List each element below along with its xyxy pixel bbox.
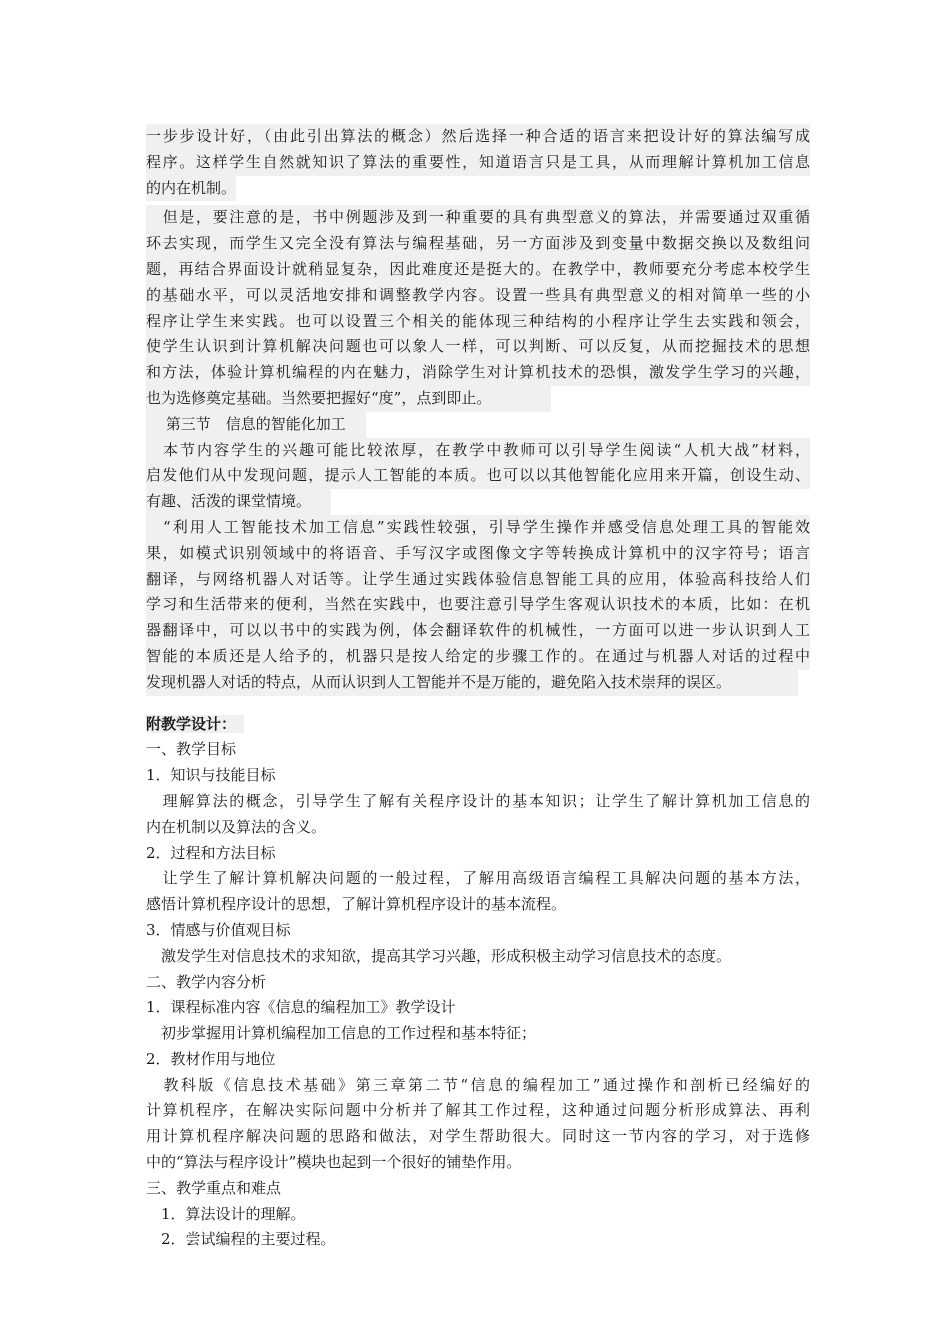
text-line: 有趣、活泼的课堂情境。 xyxy=(146,489,331,515)
subheading: 1．课程标准内容《信息的编程加工》教学设计 xyxy=(146,998,456,1017)
subheading: 2．过程和方法目标 xyxy=(146,843,276,862)
text-line: 内在机制以及算法的含义。 xyxy=(146,817,327,836)
text-line: 也为选修奠定基础。当然要把握好“度”，点到即止。 xyxy=(146,386,551,412)
text-line: 使学生认识到计算机解决问题也可以象人一样，可以判断、可以反复，从而挖掘技术的思想 xyxy=(146,334,810,360)
text-line: 翻译，与网络机器人对话等。让学生通过实践体验信息智能工具的应用，体验高科技给人们 xyxy=(146,567,810,593)
heading-content-analysis: 二、教学内容分析 xyxy=(146,972,267,991)
text-line: 计算机程序，在解决实际问题中分析并了解其工作过程，这种通过问题分析形成算法、再利 xyxy=(146,1101,810,1120)
appendix-title: 附教学设计： xyxy=(146,715,244,733)
text-line: 学习和生活带来的便利，当然在实践中，也要注意引导学生客观认识技术的本质，比如：在机 xyxy=(146,592,810,618)
list-item: 2．尝试编程的主要过程。 xyxy=(146,1230,336,1249)
text-line: 初步掌握用计算机编程加工信息的工作过程和基本特征； xyxy=(146,1024,537,1043)
text-line: 教科版《信息技术基础》第三章第二节“信息的编程加工”通过操作和剖析已经编好的 xyxy=(146,1075,810,1094)
text-line: 和方法，体验计算机编程的内在魅力，消除学生对计算机技术的恐惧，激发学生学习的兴趣， xyxy=(146,360,810,386)
heading-objectives: 一、教学目标 xyxy=(146,740,237,759)
section-heading: 第三节 信息的智能化加工 xyxy=(146,412,366,438)
text-line: 让学生了解计算机解决问题的一般过程，了解用高级语言编程工具解决问题的基本方法， xyxy=(146,869,810,888)
text-line: 理解算法的概念，引导学生了解有关程序设计的基本知识；让学生了解计算机加工信息的 xyxy=(146,791,810,810)
text-line: 的基础水平，可以灵活地安排和调整教学内容。设置一些具有典型意义的相对简单一些的小 xyxy=(146,283,810,309)
spacer xyxy=(146,696,810,712)
text-line: 用计算机程序解决问题的思路和做法，对学生帮助很大。同时这一节内容的学习，对于选修 xyxy=(146,1127,810,1146)
text-line: 启发他们从中发现问题，提示人工智能的本质。也可以以其他智能化应用来开篇，创设生动、 xyxy=(146,463,810,489)
document-page xyxy=(146,124,810,1253)
text-line: 感悟计算机程序设计的思想，了解计算机程序设计的基本流程。 xyxy=(146,895,567,914)
text-line: 程序。这样学生自然就知识了算法的重要性，知道语言只是工具，从而理解计算机加工信息 xyxy=(146,150,810,176)
text-line: 程序让学生来实践。也可以设置三个相关的能体现三种结构的小程序让学生去实践和领会， xyxy=(146,309,810,335)
text-line: “利用人工智能技术加工信息”实践性较强，引导学生操作并感受信息处理工具的智能效 xyxy=(146,515,810,541)
text-line: 的内在机制。 xyxy=(146,176,236,202)
appendix-section xyxy=(146,737,810,1253)
subheading: 1．知识与技能目标 xyxy=(146,766,276,785)
text-line: 题，再结合界面设计就稍显复杂，因此难度还是挺大的。在教学中，教师要充分考虑本校学生 xyxy=(146,257,810,283)
text-line: 器翻译中，可以以书中的实践为例，体会翻译软件的机械性，一方面可以进一步认识到人工 xyxy=(146,618,810,644)
highlighted-section xyxy=(146,124,810,696)
text-line: 果，如模式识别领域中的将语音、手写汉字或图像文字等转换成计算机中的汉字符号；语言 xyxy=(146,541,810,567)
text-line: 发现机器人对话的特点，从而认识到人工智能并不是万能的，避免陷入技术崇拜的误区。 xyxy=(146,670,798,696)
text-line: 一步步设计好，（由此引出算法的概念）然后选择一种合适的语言来把设计好的算法编写成 xyxy=(146,124,810,150)
text-line: 中的“算法与程序设计”模块也起到一个很好的铺垫作用。 xyxy=(146,1153,522,1172)
list-item: 1．算法设计的理解。 xyxy=(146,1204,306,1223)
text-line: 环去实现，而学生又完全没有算法与编程基础，另一方面涉及到变量中数据交换以及数组问 xyxy=(146,231,810,257)
appendix-title-row xyxy=(146,712,810,738)
text-line: 智能的本质还是人给予的，机器只是按人给定的步骤工作的。在通过与机器人对话的过程中 xyxy=(146,644,810,670)
text-line: 但是，要注意的是，书中例题涉及到一种重要的具有典型意义的算法，并需要通过双重循 xyxy=(146,205,810,231)
heading-key-points: 三、教学重点和难点 xyxy=(146,1178,282,1197)
text-line: 本节内容学生的兴趣可能比较浓厚，在教学中教师可以引导学生阅读“人机大战”材料， xyxy=(146,438,810,464)
text-line: 激发学生对信息技术的求知欲，提高其学习兴趣，形成积极主动学习信息技术的态度。 xyxy=(146,946,732,965)
subheading: 2．教材作用与地位 xyxy=(146,1049,276,1068)
subheading: 3．情感与价值观目标 xyxy=(146,920,291,939)
